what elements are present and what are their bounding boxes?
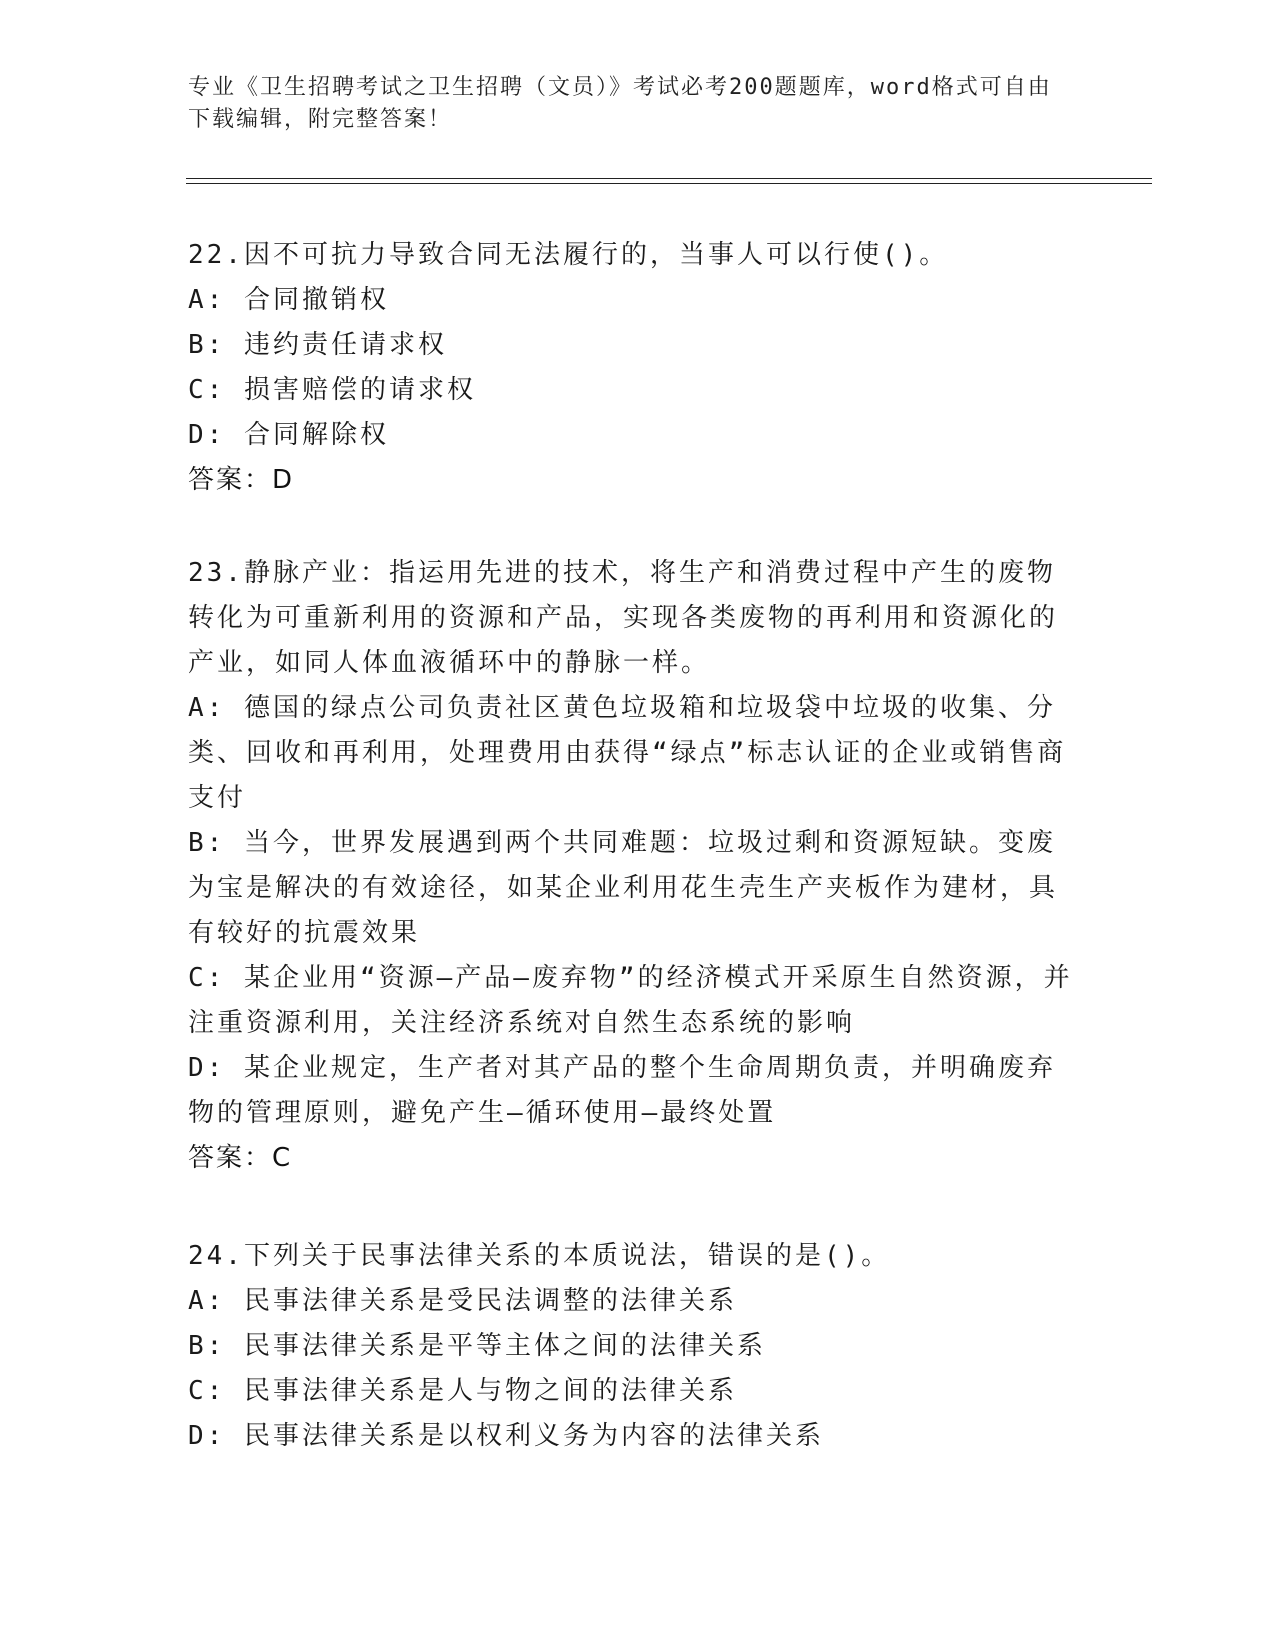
document-header: 专业《卫生招聘考试之卫生招聘（文员）》考试必考200题题库，word格式可自由下载编辑，附完整答案！ — [188, 75, 1052, 132]
option-d: D: 合同解除权 — [188, 420, 389, 450]
option-c: C: 民事法律关系是人与物之间的法律关系 — [188, 1376, 737, 1406]
question-stem: 24.下列关于民事法律关系的本质说法，错误的是()。 — [188, 1241, 891, 1271]
question-stem: 23.静脉产业：指运用先进的技术，将生产和消费过程中产生的废物转化为可重新利用的资源和产品，实现各类废物的再利用和资源化的产业，如同人体血液循环中的静脉一样。 — [188, 558, 1059, 678]
option-d: D: 某企业规定，生产者对其产品的整个生命周期负责，并明确废弃物的管理原则，避免产生—循环使用—最终处置 — [188, 1053, 1056, 1128]
question-24 — [188, 1234, 1078, 1459]
header-divider-top — [186, 178, 1152, 179]
option-b: B: 民事法律关系是平等主体之间的法律关系 — [188, 1331, 766, 1361]
option-c: C: 损害赔偿的请求权 — [188, 375, 476, 405]
header-divider-bottom — [186, 183, 1152, 184]
option-b: B: 当今，世界发展遇到两个共同难题：垃圾过剩和资源短缺。变废为宝是解决的有效途径，如某企业利用花生壳生产夹板作为建材，具有较好的抗震效果 — [188, 828, 1059, 948]
option-a: A: 德国的绿点公司负责社区黄色垃圾箱和垃圾袋中垃圾的收集、分类、回收和再利用，处理费用由获得“绿点”标志认证的企业或销售商支付 — [188, 693, 1067, 813]
question-stem: 22.因不可抗力导致合同无法履行的，当事人可以行使()。 — [188, 240, 949, 270]
option-a: A: 民事法律关系是受民法调整的法律关系 — [188, 1286, 737, 1316]
option-d: D: 民事法律关系是以权利义务为内容的法律关系 — [188, 1421, 824, 1451]
answer: 答案：D — [188, 465, 295, 495]
option-a: A: 合同撤销权 — [188, 285, 389, 315]
option-c: C: 某企业用“资源—产品—废弃物”的经济模式开采原生自然资源，并注重资源利用，关注经济系统对自然生态系统的影响 — [188, 963, 1073, 1038]
answer: 答案：C — [188, 1143, 293, 1173]
question-23 — [188, 551, 1078, 1181]
question-22 — [188, 233, 1078, 503]
option-b: B: 违约责任请求权 — [188, 330, 447, 360]
